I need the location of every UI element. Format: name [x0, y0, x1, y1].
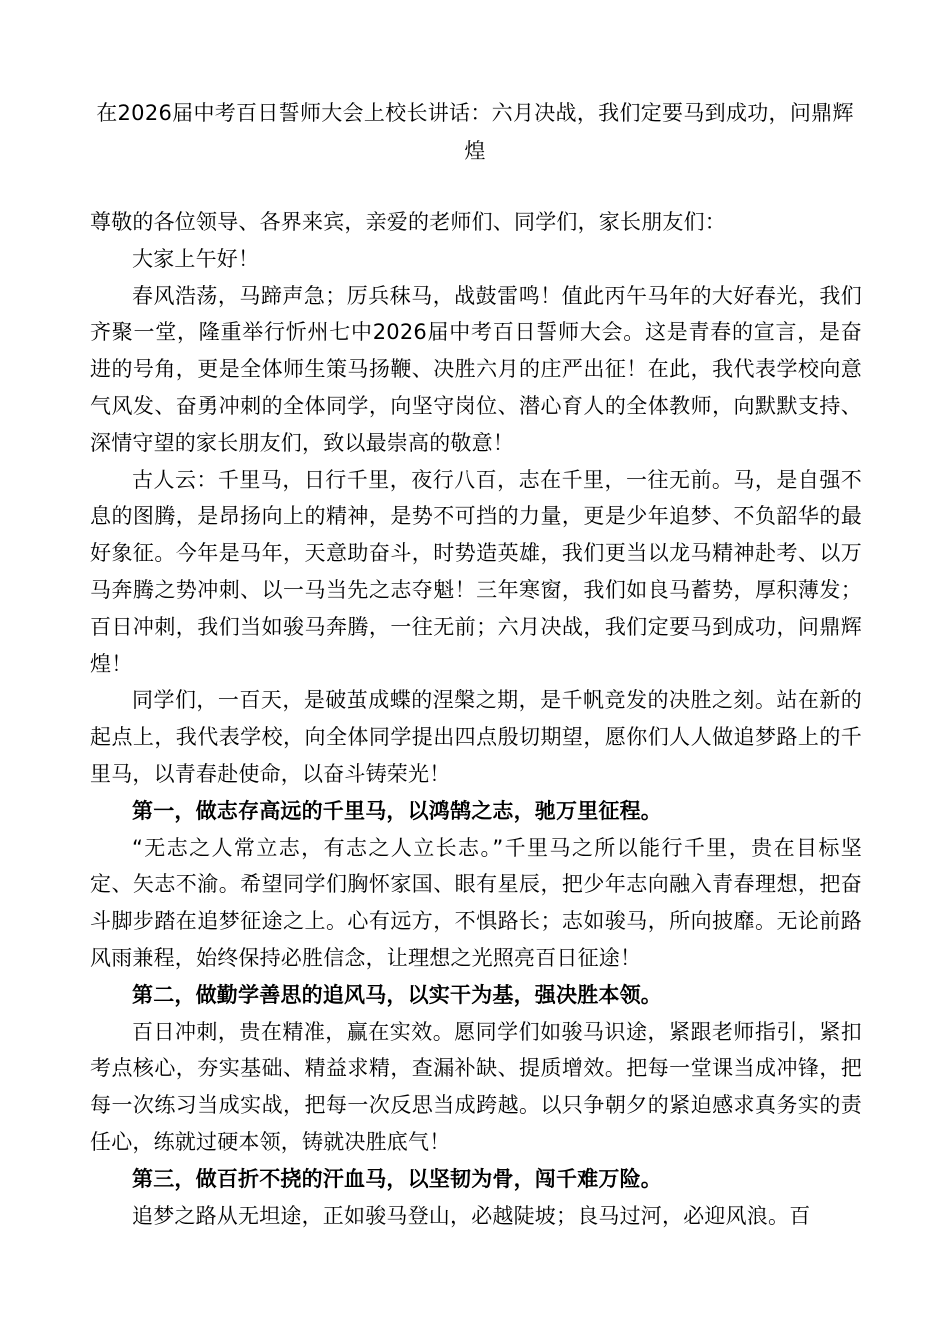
- document-title: 在2026届中考百日誓师大会上校长讲话：六月决战，我们定要马到成功，问鼎辉煌: [96, 101, 854, 163]
- greeting: 大家上午好！: [132, 246, 260, 271]
- section-heading: 第二，做勤学善思的追风马，以实干为基，强决胜本领。: [132, 982, 662, 1007]
- document-body: [90, 204, 862, 1234]
- paragraph: 百日冲刺，贵在精准，赢在实效。愿同学们如骏马识途，紧跟老师指引，紧扣考点核心，夯实基础、精益求精，查漏补缺、提质增效。把每一堂课当成冲锋，把每一次练习当成实战，把每一次反思当成跨越。以只争朝夕的紧迫感求真务实的责任心，练就过硬本领，铸就决胜底气！: [90, 1019, 862, 1154]
- paragraph: 春风浩荡，马蹄声急；厉兵秣马，战鼓雷鸣！值此丙午马年的大好春光，我们齐聚一堂，隆重举行忻州七中2026届中考百日誓师大会。这是青春的宣言，是奋进的号角，更是全体师生策马扬鞭、决胜六月的庄严出征！在此，我代表学校向意气风发、奋勇冲刺的全体同学，向坚守岗位、潜心育人的全体教师，向默默支持、深情守望的家长朋友们，致以最崇高的敬意！: [90, 283, 862, 455]
- salutation: 尊敬的各位领导、各界来宾，亲爱的老师们、同学们，家长朋友们：: [90, 210, 726, 234]
- section-heading: 第一，做志存高远的千里马，以鸿鹄之志，驰万里征程。: [132, 798, 662, 823]
- paragraph: 古人云：千里马，日行千里，夜行八百，志在千里，一往无前。马，是自强不息的图腾，是昂扬向上的精神，是势不可挡的力量，更是少年追梦、不负韶华的最好象征。今年是马年，天意助奋斗，时势造英雄，我们更当以龙马精神赴考、以万马奔腾之势冲刺、以一马当先之志夺魁！三年寒窗，我们如良马蓄势，厚积薄发；百日冲刺，我们当如骏马奔腾，一往无前；六月决战，我们定要马到成功，问鼎辉煌！: [90, 467, 862, 676]
- paragraph: “无志之人常立志，有志之人立长志。”千里马之所以能行千里，贵在目标坚定、矢志不渝。希望同学们胸怀家国、眼有星辰，把少年志向融入青春理想，把奋斗脚步踏在追梦征途之上。心有远方，不惧路长；志如骏马，所向披靡。无论前路风雨兼程，始终保持必胜信念，让理想之光照亮百日征途！: [90, 835, 862, 970]
- paragraph: 追梦之路从无坦途，正如骏马登山，必越陡坡；良马过河，必迎风浪。百: [132, 1203, 811, 1228]
- section-heading: 第三，做百折不挠的汗血马，以坚韧为骨，闯千难万险。: [132, 1166, 662, 1191]
- paragraph: 同学们，一百天，是破茧成蝶的涅槃之期，是千帆竞发的决胜之刻。站在新的起点上，我代表学校，向全体同学提出四点殷切期望，愿你们人人做追梦路上的千里马，以青春赴使命，以奋斗铸荣光！: [90, 688, 862, 786]
